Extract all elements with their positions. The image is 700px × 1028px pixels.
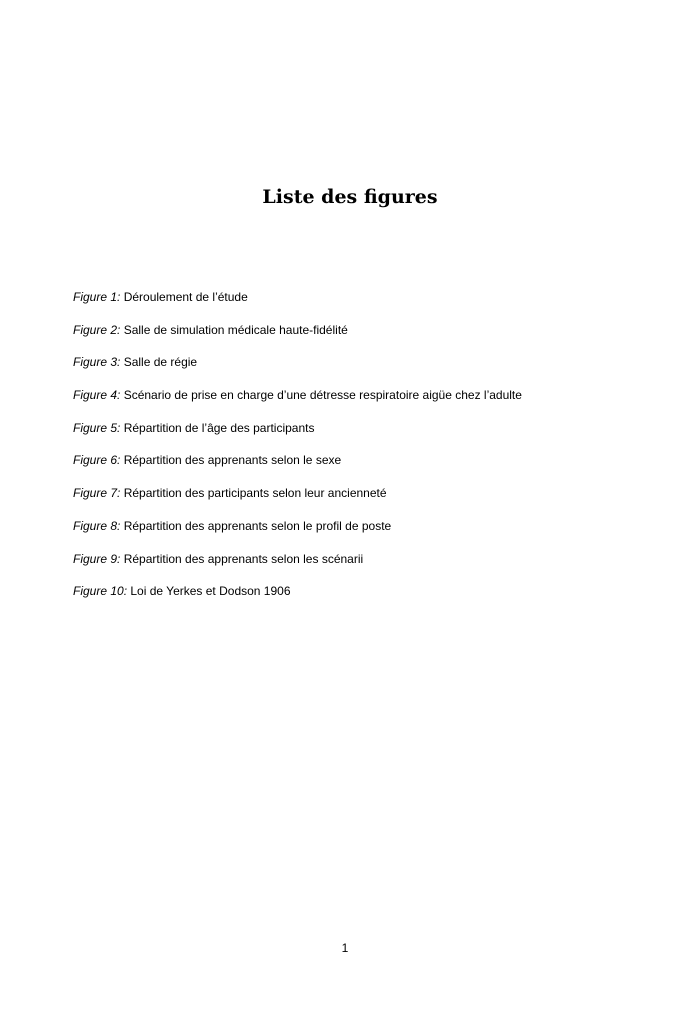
figure-entry-5 [73,419,673,452]
figure-caption: Répartition de l’âge des participants [120,420,315,435]
page-number: 1 [341,941,349,955]
figure-caption: Salle de régie [120,355,198,370]
figure-entry-1 [73,288,673,321]
figure-label: Figure 7: [73,486,121,501]
figure-entry-9 [73,550,673,583]
figure-caption: Répartition des participants selon leur ancienneté [120,486,387,501]
figure-list [73,288,673,615]
figure-label: Figure 8: [73,518,121,533]
figure-entry-7 [73,484,673,517]
figure-entry-2 [73,321,673,354]
page-title: Liste des figures [262,186,438,208]
figure-caption: Répartition des apprenants selon le sexe [120,453,342,468]
figure-entry-6 [73,451,673,484]
figure-label: Figure 5: [73,420,121,435]
figure-entry-8 [73,517,673,550]
figure-caption: Loi de Yerkes et Dodson 1906 [127,584,291,599]
figure-entry-10 [73,582,673,615]
figure-entry-4 [73,386,673,419]
figure-label: Figure 10: [73,584,128,599]
figure-label: Figure 9: [73,551,121,566]
figure-label: Figure 3: [73,355,121,370]
figure-caption: Déroulement de l’étude [120,290,248,304]
figure-label: Figure 2: [73,322,121,337]
figure-label: Figure 6: [73,453,121,468]
figure-label: Figure 4: [73,388,121,403]
figure-caption: Salle de simulation médicale haute-fidélité [120,322,348,337]
figure-caption: Scénario de prise en charge d’une détresse respiratoire aigüe chez l’adulte [120,388,522,403]
figure-label: Figure 1: [73,290,121,304]
figure-caption: Répartition des apprenants selon les scénarii [120,551,364,566]
figure-entry-3 [73,353,673,386]
figure-caption: Répartition des apprenants selon le profil de poste [120,518,392,533]
